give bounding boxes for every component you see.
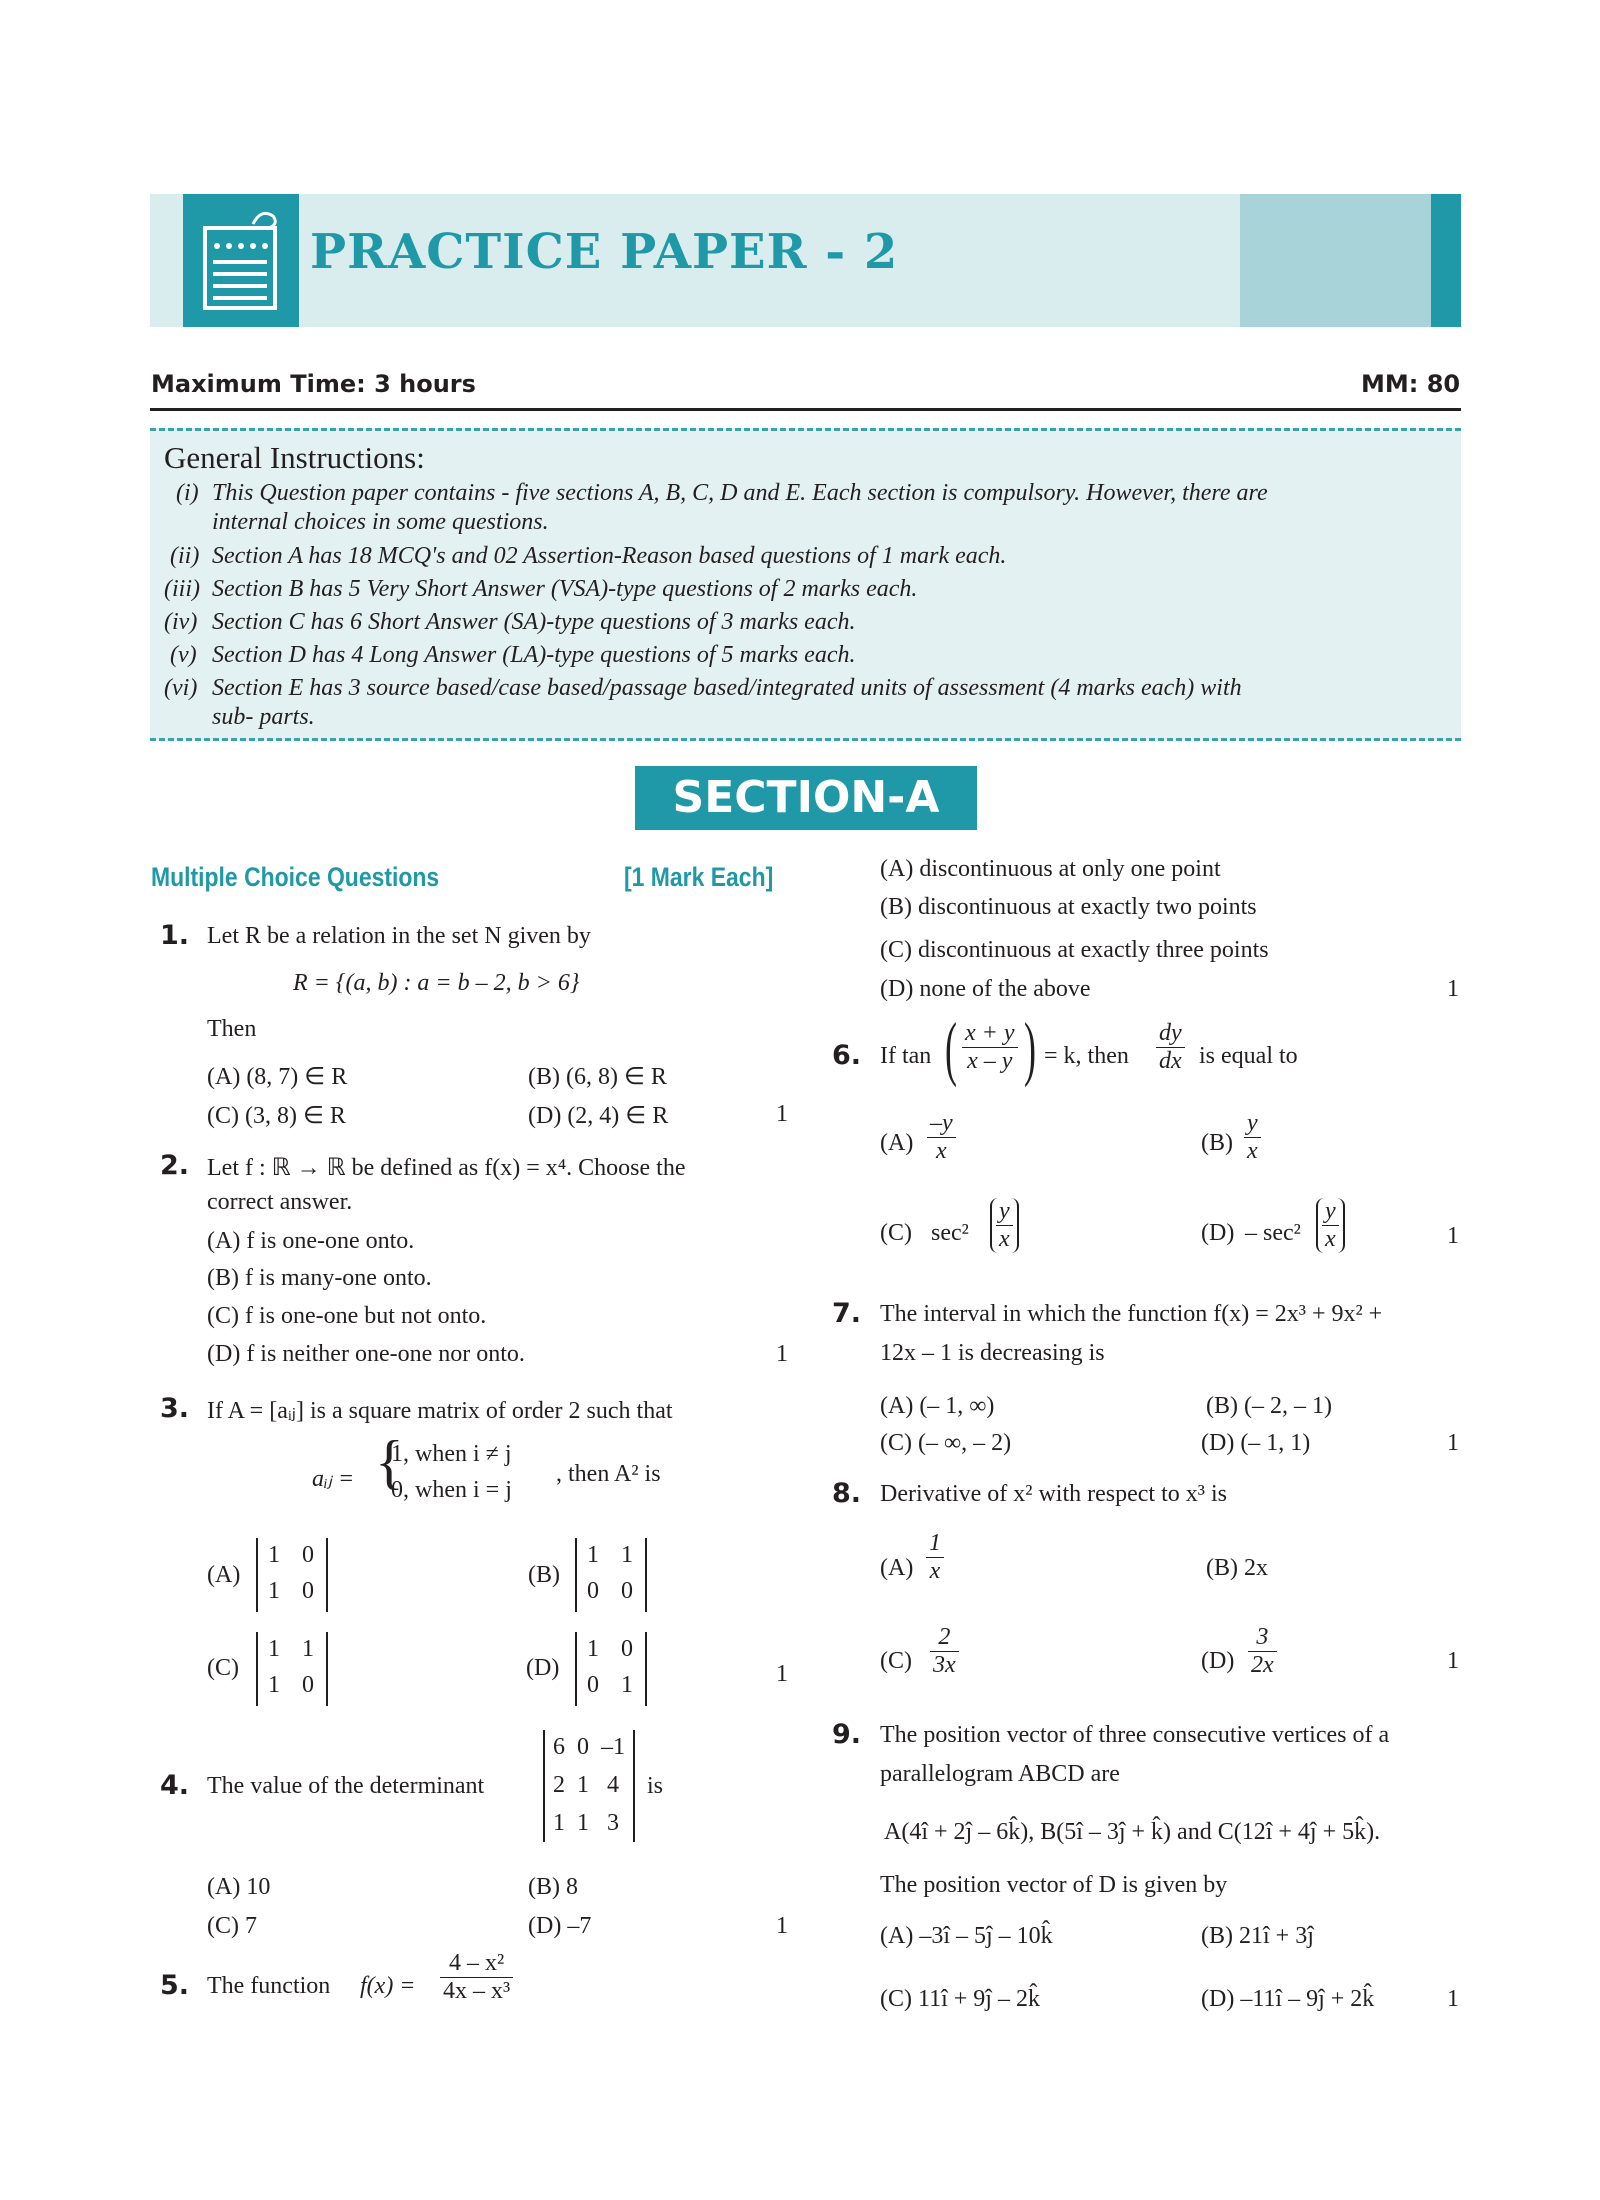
instruction-num: (vi) — [164, 675, 198, 701]
option-b: (B) 8 — [528, 1874, 578, 1900]
question-number: 8. — [832, 1478, 862, 1509]
question-text: 12x – 1 is decreasing is — [880, 1340, 1105, 1366]
formula: R = {(a, b) : a = b – 2, b > 6} — [293, 970, 580, 996]
function-label: f(x) = — [360, 1973, 416, 1999]
fraction: $\frac{\text{4 – x²}}{\text{4x – x³}}$ — [440, 1950, 513, 2005]
fraction: $\frac{y}{x}$ — [990, 1198, 1019, 1253]
case-2: 0, when i = j — [391, 1477, 512, 1503]
option-d: (D) –7 — [528, 1913, 592, 1939]
option-a: (A) discontinuous at only one point — [880, 856, 1221, 882]
max-marks: MM: 80 — [1361, 370, 1461, 398]
fraction: $\frac{2}{3x}$ — [930, 1624, 959, 1679]
instruction-text: internal choices in some questions. — [212, 509, 549, 535]
option-a: (A) — [880, 1130, 914, 1156]
option-c: (C) discontinuous at exactly three points — [880, 937, 1269, 963]
instruction-text: Section E has 3 source based/case based/passage based/integrated units of assessment (4 marks each) with — [212, 675, 1242, 701]
question-text: The position vector of D is given by — [880, 1872, 1228, 1898]
question-text: Let R be a relation in the set N given by — [207, 923, 591, 949]
option-a: (A) — [207, 1562, 241, 1588]
option-d: (D) (2, 4) ∈ R — [528, 1103, 669, 1129]
option-c: (C) (3, 8) ∈ R — [207, 1103, 346, 1129]
mark: 1 — [776, 1341, 788, 1367]
matrix-a: 1 0 1 0 — [256, 1538, 328, 1612]
fraction: $\frac{x + y}{x - y}$ — [962, 1020, 1018, 1075]
option-a: (A) (– 1, ∞) — [880, 1393, 995, 1419]
section-subhead: Multiple Choice Questions — [151, 862, 440, 892]
option-a: (A) (8, 7) ∈ R — [207, 1064, 348, 1090]
option-a: (A) –3î – 5ĵ – 10k̂ — [880, 1923, 1053, 1949]
question-text: The function — [207, 1973, 331, 1999]
aij-label: aᵢⱼ = — [312, 1466, 355, 1492]
option-c: (C) f is one-one but not onto. — [207, 1303, 487, 1329]
option-b: (B) — [1201, 1130, 1233, 1156]
matrix-b: 1 1 0 0 — [575, 1538, 647, 1612]
paren-open: ( — [945, 1008, 957, 1088]
question-text: The interval in which the function f(x) = 2x³ + 9x² + — [880, 1301, 1383, 1327]
max-time: Maximum Time: 3 hours — [151, 370, 476, 398]
divider — [150, 408, 1461, 411]
question-text: The value of the determinant — [207, 1773, 485, 1799]
case-1: 1, when i ≠ j — [391, 1441, 512, 1467]
option-a: (A) — [880, 1555, 914, 1581]
fraction: $\frac{1}{x}$ — [926, 1530, 944, 1585]
question-text: is equal to — [1199, 1043, 1298, 1069]
matrix-c: 1 1 1 0 — [256, 1632, 328, 1706]
page-title: PRACTICE PAPER - 2 — [310, 224, 899, 280]
mark: 1 — [1447, 1430, 1459, 1456]
instruction-text: Section D has 4 Long Answer (LA)-type questions of 5 marks each. — [212, 642, 856, 668]
question-number: 5. — [160, 1970, 190, 2001]
question-text: = k, then — [1044, 1043, 1129, 1069]
option-c: (C) (– ∞, – 2) — [880, 1430, 1012, 1456]
question-number: 7. — [832, 1298, 862, 1329]
question-text: is — [647, 1773, 664, 1799]
instruction-text: Section A has 18 MCQ's and 02 Assertion-Reason based questions of 1 mark each. — [212, 543, 1007, 569]
sec-squared: sec² — [931, 1220, 969, 1246]
question-text: Derivative of x² with respect to x³ is — [880, 1481, 1227, 1507]
mark: 1 — [776, 1101, 788, 1127]
paren-close: ) — [1024, 1008, 1036, 1088]
option-c: (C) — [880, 1220, 912, 1246]
notepad-icon — [183, 194, 299, 327]
question-number: 4. — [160, 1770, 190, 1801]
section-marks: [1 Mark Each] — [624, 862, 774, 892]
instruction-num: (iii) — [164, 576, 200, 602]
question-text: Let f : ℝ → ℝ be defined as f(x) = x⁴. Choose the — [207, 1155, 686, 1181]
matrix-d: 1 0 0 1 — [575, 1632, 647, 1706]
question-number: 3. — [160, 1393, 190, 1424]
instruction-num: (iv) — [164, 609, 198, 635]
option-b: (B) — [528, 1562, 560, 1588]
option-c: (C) — [207, 1655, 239, 1681]
option-d: (D) — [1201, 1220, 1235, 1246]
instruction-text: This Question paper contains - five sections A, B, C, D and E. Each section is compulsory. However, there are — [212, 480, 1268, 506]
mark: 1 — [1447, 1648, 1459, 1674]
option-d: (D) none of the above — [880, 976, 1091, 1002]
option-b: (B) 21î + 3ĵ — [1201, 1923, 1314, 1949]
option-b: (B) (– 2, – 1) — [1206, 1393, 1332, 1419]
option-b: (B) (6, 8) ∈ R — [528, 1064, 667, 1090]
option-b: (B) 2x — [1206, 1555, 1268, 1581]
sec-squared: – sec² — [1245, 1220, 1301, 1246]
option-b: (B) discontinuous at exactly two points — [880, 894, 1257, 920]
fraction: $\frac{-y}{x}$ — [927, 1110, 956, 1165]
instruction-text: sub- parts. — [212, 704, 315, 730]
option-d: (D) (– 1, 1) — [1201, 1430, 1311, 1456]
question-text: The position vector of three consecutive vertices of a — [880, 1722, 1390, 1748]
instruction-num: (ii) — [170, 543, 200, 569]
option-d: (D) –11î – 9ĵ + 2k̂ — [1201, 1986, 1375, 2012]
option-b: (B) f is many-one onto. — [207, 1265, 432, 1291]
option-d: (D) f is neither one-one nor onto. — [207, 1341, 525, 1367]
mark: 1 — [776, 1661, 788, 1687]
mark: 1 — [1447, 1986, 1459, 2012]
header-banner — [150, 194, 1461, 327]
instruction-num: (i) — [176, 480, 199, 506]
instruction-text: Section C has 6 Short Answer (SA)-type questions of 3 marks each. — [212, 609, 856, 635]
option-d: (D) — [526, 1655, 560, 1681]
instruction-text: Section B has 5 Very Short Answer (VSA)-type questions of 2 marks each. — [212, 576, 918, 602]
derivative: $\frac{dy}{dx}$ — [1156, 1020, 1185, 1075]
mark: 1 — [1447, 976, 1459, 1002]
question-text: parallelogram ABCD are — [880, 1761, 1120, 1787]
instruction-num: (v) — [170, 642, 197, 668]
fraction: $\frac{3}{2x}$ — [1248, 1624, 1277, 1679]
question-text: Then — [207, 1016, 257, 1042]
option-d: (D) — [1201, 1648, 1235, 1674]
brace: { — [375, 1429, 404, 1495]
option-a: (A) 10 — [207, 1874, 271, 1900]
instructions-title: General Instructions: — [164, 440, 425, 475]
option-c: (C) 11î + 9ĵ – 2k̂ — [880, 1986, 1040, 2012]
question-number: 2. — [160, 1150, 190, 1181]
question-number: 1. — [160, 920, 190, 951]
question-text: correct answer. — [207, 1189, 353, 1215]
section-title: SECTION-A — [635, 766, 977, 830]
mark: 1 — [776, 1913, 788, 1939]
option-c: (C) — [880, 1648, 912, 1674]
option-c: (C) 7 — [207, 1913, 257, 1939]
mark: 1 — [1447, 1223, 1459, 1249]
question-number: 9. — [832, 1719, 862, 1750]
question-number: 6. — [832, 1040, 862, 1071]
option-a: (A) f is one-one onto. — [207, 1228, 415, 1254]
question-text: If A = [aᵢⱼ] is a square matrix of order 2 such that — [207, 1398, 673, 1424]
fraction: $\frac{y}{x}$ — [1244, 1110, 1261, 1165]
vectors: A(4î + 2ĵ – 6k̂), B(5î – 3ĵ + k̂) and C(12î + 4ĵ + 5k̂). — [884, 1819, 1381, 1845]
determinant: 6 0 –1 2 1 4 1 1 3 — [543, 1730, 635, 1842]
fraction: $\frac{y}{x}$ — [1316, 1198, 1345, 1253]
question-text: If tan — [880, 1043, 932, 1069]
question-text: , then A² is — [556, 1461, 661, 1487]
